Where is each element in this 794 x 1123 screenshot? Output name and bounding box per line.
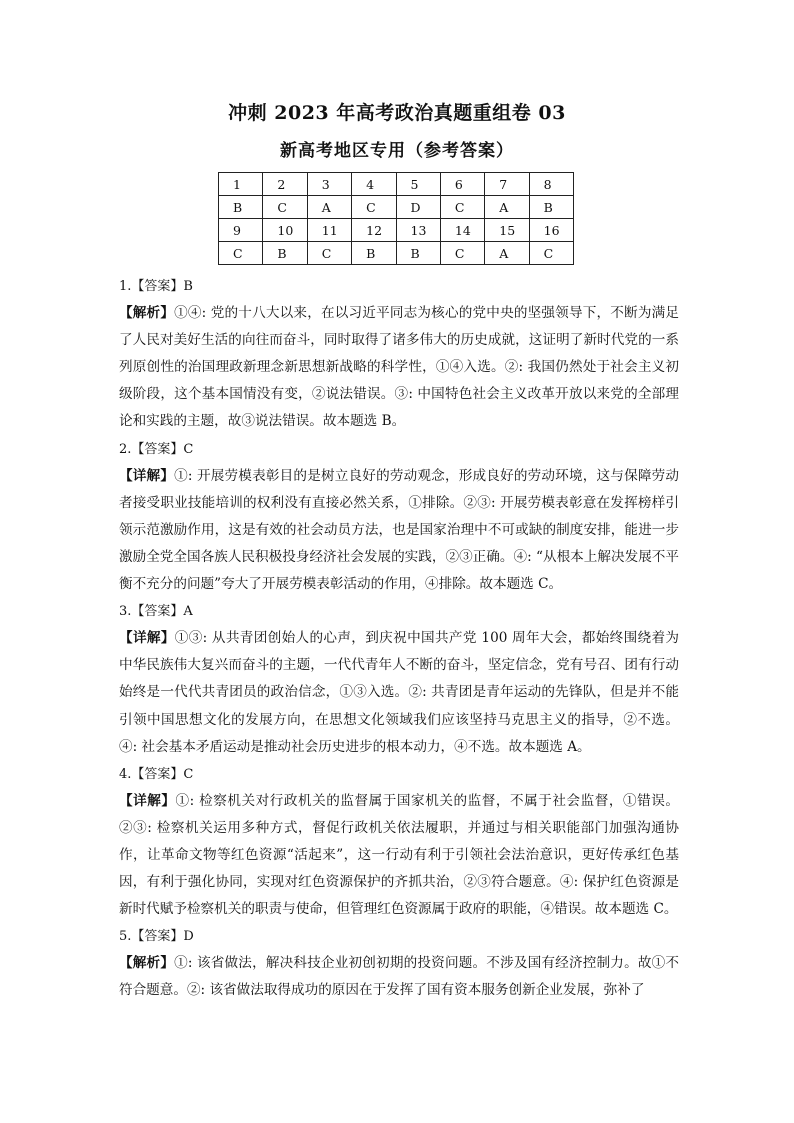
question-number-cell: 4 [352, 173, 396, 196]
answer-line: 5.【答案】D [119, 929, 194, 945]
answer-letter-cell: B [263, 242, 307, 265]
answer-letter-cell: B [219, 196, 263, 219]
answer-table [218, 172, 574, 265]
answer-letter-cell: A [307, 196, 351, 219]
document-subtitle: 新高考地区专用（参考答案） [280, 141, 514, 161]
explanation-text: ①④: 党的十八大以来，在以习近平同志为核心的党中央的坚强领导下，不断为满足了人民对美好生活的向往而奋斗，同时取得了诸多伟大的历史成就，这证明了新时代党的一系列原创性的治国理政新理念新思想新战略的科学性，①④入选。②: 我国仍然处于社会主义初级阶段，这个基本国情没有变，②说法错误。③: 中国特色社会主义改革开放以来党的全部理论和实践的主题，故③说法错误。故本题选 B。 [119, 305, 679, 430]
answer-table-row [219, 242, 574, 265]
explanation-tag: 【详解】 [119, 792, 176, 809]
answer-letter-cell: C [529, 242, 573, 265]
answer-letter-cell: C [440, 242, 484, 265]
answer-line: 2.【答案】C [119, 441, 194, 457]
explanation-tag: 【解析】 [119, 305, 175, 322]
question-number-cell: 14 [440, 219, 484, 242]
question-number-cell: 7 [485, 173, 529, 196]
question-number-cell: 2 [263, 173, 307, 196]
answer-letter-cell: A [485, 242, 529, 265]
answer-letter-cell: B [352, 242, 396, 265]
answer-letter-cell: C [440, 196, 484, 219]
answer-letter-cell: C [307, 242, 351, 265]
explanation-tag: 【详解】 [119, 467, 175, 484]
explanation-paragraph [119, 950, 679, 1004]
answer-table-row [219, 196, 574, 219]
question-number-cell: 1 [219, 173, 263, 196]
explanation-paragraph [119, 300, 679, 435]
answer-letter-cell: C [219, 242, 263, 265]
answer-table-row [219, 219, 574, 242]
question-number-cell: 9 [219, 219, 263, 242]
question-number-cell: 16 [529, 219, 573, 242]
explanation-paragraph [119, 463, 679, 598]
question-number-cell: 13 [396, 219, 440, 242]
question-number-cell: 10 [263, 219, 307, 242]
answer-letter-cell: A [485, 196, 529, 219]
explanation-paragraph [119, 788, 679, 923]
question-number-cell: 15 [485, 219, 529, 242]
explanation-tag: 【解析】 [119, 955, 175, 972]
explanation-text: ①: 开展劳模表彰目的是树立良好的劳动观念，形成良好的劳动环境，这与保障劳动者接受职业技能培训的权利没有直接必然关系，①排除。②③: 开展劳模表彰意在发挥榜样引领示范激励作用，这是有效的社会动员方法，也是国家治理中不可或缺的制度安排，能进一步激励全党全国各族人民积极投身经济社会发展的实践，②③正确。④: “从根本上解决发展不平衡不充分的问题”夸大了开展劳模表彰活动的作用，④排除。故本题选 C。 [119, 467, 679, 593]
answer-explanations [119, 273, 679, 1005]
answer-table-row [219, 173, 574, 196]
answer-letter-cell: B [396, 242, 440, 265]
question-number-cell: 5 [396, 173, 440, 196]
explanation-text: ①: 检察机关对行政机关的监督属于国家机关的监督，不属于社会监督，①错误。②③: 检察机关运用多种方式，督促行政机关依法履职，并通过与相关职能部门加强沟通协作，让革命文物等红色资源“活起来”，这一行动有利于引领社会法治意识，更好传承红色基因，有利于强化协同，实现对红色资源保护的齐抓共治，②③符合题意。④: 保护红色资源是新时代赋予检察机关的职责与使命，但管理红色资源属于政府的职能，④错误。故本题选 C。 [119, 792, 680, 918]
answer-letter-cell: B [529, 196, 573, 219]
question-number-cell: 3 [307, 173, 351, 196]
answer-letter-cell: D [396, 196, 440, 219]
answer-letter-cell: C [352, 196, 396, 219]
explanation-text: ①③: 从共青团创始人的心声，到庆祝中国共产党 100 周年大会，都始终围绕着为中华民族伟大复兴而奋斗的主题，一代代青年人不断的奋斗，坚定信念，党有号召、团有行动始终是一代代共青团员的政治信念，①③入选。②: 共青团是青年运动的先锋队，但是并不能引领中国思想文化的发展方向，在思想文化领域我们应该坚持马克思主义的指导，②不选。④: 社会基本矛盾运动是推动社会历史进步的根本动力，④不选。故本题选 A。 [119, 630, 679, 755]
answer-letter-cell: C [263, 196, 307, 219]
explanation-paragraph [119, 625, 679, 760]
explanation-text: ①: 该省做法，解决科技企业初创初期的投资问题。不涉及国有经济控制力。故①不符合题意。②: 该省做法取得成功的原因在于发挥了国有资本服务创新企业发展，弥补了 [119, 955, 679, 999]
document-title: 冲刺 2023 年高考政治真题重组卷 03 [228, 102, 566, 124]
answer-line: 3.【答案】A [119, 604, 193, 620]
answer-line: 1.【答案】B [119, 279, 193, 294]
question-number-cell: 8 [529, 173, 573, 196]
explanation-tag: 【详解】 [119, 630, 175, 647]
answer-line: 4.【答案】C [119, 766, 194, 782]
question-number-cell: 11 [307, 219, 351, 242]
question-number-cell: 6 [440, 173, 484, 196]
question-number-cell: 12 [352, 219, 396, 242]
